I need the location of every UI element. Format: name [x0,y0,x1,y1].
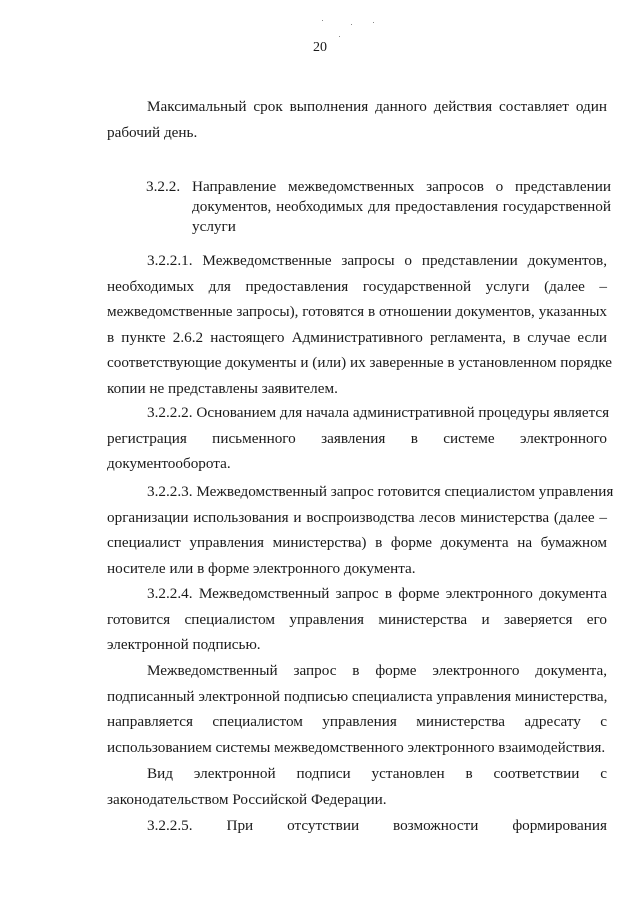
heading-line: Направление межведомственных запросов о представлении [192,178,611,195]
text-line: законодательством Российской Федерации. [107,790,387,808]
scan-speck [373,22,374,23]
paragraph-max-term [107,94,607,145]
text-line: электронной подписью. [107,636,261,653]
paragraph-3-2-2-1 [107,248,613,401]
paragraph-3-2-2-4 [107,581,607,658]
paragraph-3-2-2-5 [107,813,607,839]
scan-speck [351,24,352,25]
scan-speck [322,20,323,21]
page-number: 20 [313,40,327,55]
text-line: Вид электронной подписи установлен в соответствии с [147,765,607,782]
text-line: Межведомственный запрос в форме электронного документа, [147,662,607,679]
paragraph-3-2-2-3 [107,479,614,581]
text-line: документооборота. [107,455,231,472]
scan-speck [339,36,340,37]
text-line: рабочий день. [107,123,198,141]
text-line: использованием системы межведомственного электронного взаимодействия. [107,738,606,756]
text-line: подписанный электронной подписью специалиста управления министерства, [107,687,608,705]
text-line: межведомственные запросы), готовятся в отношении документов, указанных [107,303,607,320]
section-heading [146,177,611,237]
text-line: необходимых для предоставления государственной услуги (далее – [107,277,607,295]
text-line: 3.2.2.1. Межведомственные запросы о представлении документов, [147,252,607,269]
text-line: в пункте 2.6.2 настоящего Административного регламента, в случае если [107,328,607,346]
heading-line: документов, необходимых для предоставления государственной [192,198,611,215]
heading-line: услуги [192,218,236,235]
text-line: готовится специалистом управления министерства и заверяется его [107,610,607,628]
text-line: регистрация письменного заявления в системе электронного [107,429,607,447]
text-line: специалист управления министерства) в форме документа на бумажном [107,534,607,551]
text-line: 3.2.2.5. При отсутствии возможности формирования [147,817,607,834]
text-line: носителе или в форме электронного документа. [107,559,416,577]
text-line: соответствующие документы и (или) их заверенные в установленном порядке [107,354,613,371]
section-number: 3.2.2. [146,178,181,195]
paragraph-signature-type [107,761,607,812]
text-line: 3.2.2.3. Межведомственный запрос готовится специалистом управления [147,483,614,500]
text-line: организации использования и воспроизводства лесов министерства (далее – [107,508,607,526]
text-line: Максимальный срок выполнения данного действия составляет один [147,98,607,115]
paragraph-electronic-request [107,658,607,760]
text-line: копии не представлены заявителем. [107,379,338,397]
paragraph-3-2-2-2 [107,400,610,477]
text-line: 3.2.2.2. Основанием для начала административной процедуры является [147,404,610,421]
text-line: направляется специалистом управления министерства адресату с [107,713,607,730]
text-line: 3.2.2.4. Межведомственный запрос в форме электронного документа [147,585,607,602]
